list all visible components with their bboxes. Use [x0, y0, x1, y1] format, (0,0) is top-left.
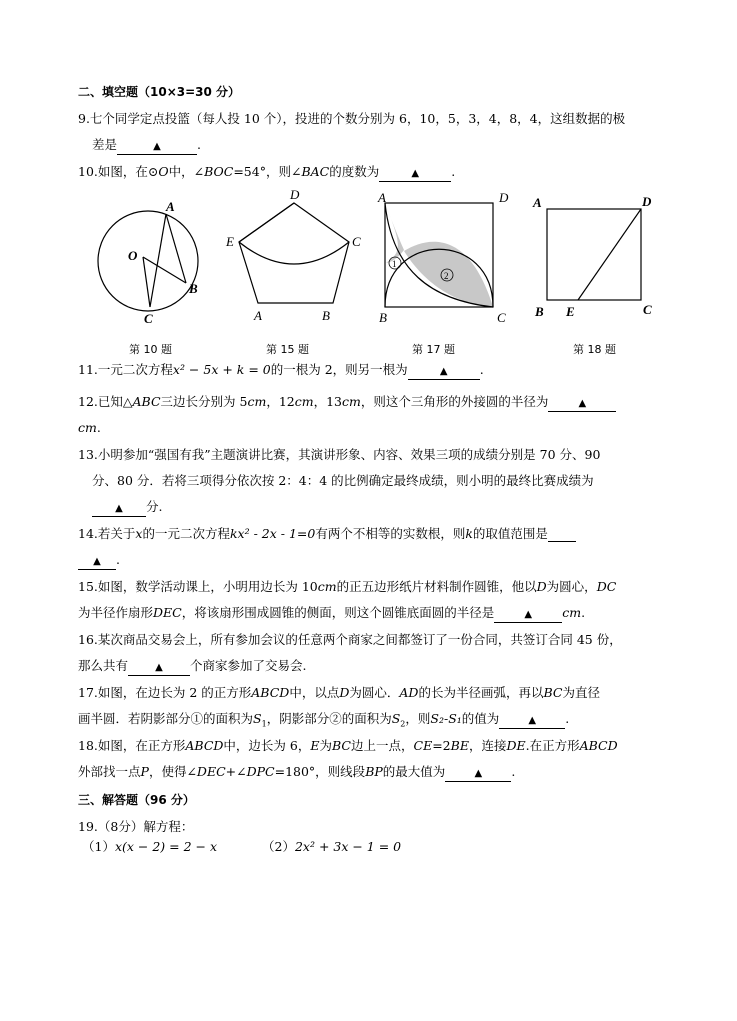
q12-text: ，则这个三角形的外接圆的半径为 [360, 394, 549, 409]
caption-fig10: 第 10 题 [129, 343, 172, 356]
fig18-label-d: D [642, 194, 652, 209]
q17-text: 的长为半径画弧，再以 [418, 685, 544, 700]
q13-unit: 分. [146, 499, 163, 514]
q12-unit: cm [341, 394, 361, 409]
fig17-label-c: C [497, 310, 506, 325]
q14-answer-blank-start[interactable] [548, 527, 576, 542]
blank-triangle-icon: ▲ [153, 141, 161, 152]
q13-line2: 分、80 分．若将三项得分依次按 2：4：4 的比例确定最终成绩，则小明的最终比赛成绩为 [92, 473, 594, 488]
q11-line [78, 362, 484, 380]
q10-text: =54°，则∠ [233, 164, 302, 179]
q17-text: 画半圆．若阴影部分①的面积为 [78, 711, 254, 726]
q10-var: BAC [301, 164, 330, 179]
blank-triangle-icon: ▲ [411, 168, 420, 179]
q18-text: =180°，则线段 [274, 764, 366, 779]
q18-text: ，连接 [468, 738, 507, 753]
q15-text: 15.如图，数学活动课上，小明用边长为 10 [78, 579, 318, 594]
q19-title: 19.（8分）解方程： [78, 819, 194, 834]
fig17-label-b: B [379, 310, 387, 325]
q18-text: 外部找一点 [78, 764, 141, 779]
q10-text: 的度数为 [329, 164, 380, 179]
q15-line1 [78, 579, 616, 595]
q17-line2: 画半圆．若阴影部分①的面积为$S_1$，阴影部分②的面积为$S_2$，则S₂-S₁的值为 ▲ . [78, 711, 570, 729]
fig17-label-d: D [499, 190, 509, 205]
q18-text: 中，边长为 6， [223, 738, 311, 753]
caption-fig15: 第 15 题 [266, 343, 309, 356]
q18-var: DE [506, 738, 526, 753]
q15-line2 [78, 605, 585, 623]
q11-text: 的一根为 2，则另一根为 [270, 362, 408, 377]
q18-var: BE [450, 738, 469, 753]
q15-var: DC [596, 579, 617, 594]
q13-line1: 13.小明参加“强国有我”主题演讲比赛，其演讲形象、内容、效果三项的成绩分别是 70 分、90 [78, 447, 601, 462]
figure-10 [98, 199, 198, 326]
q14-line1 [78, 526, 576, 542]
q16-text: 那么共有 [78, 658, 129, 673]
q17-text: 中，以点 [289, 685, 340, 700]
q18-text: 为 [319, 738, 332, 753]
q11-answer-blank[interactable] [408, 363, 480, 380]
caption-fig17: 第 17 题 [412, 343, 455, 356]
blank-triangle-icon: ▲ [528, 715, 537, 726]
q12-text: 12.已知△ [78, 394, 133, 409]
q11-end: . [479, 362, 484, 377]
q15-var: DEC [153, 605, 182, 620]
q18-text: +∠ [225, 764, 247, 779]
q12-text: ，13 [313, 394, 342, 409]
q14-text: 有两个不相等的实数根，则 [315, 526, 466, 541]
q18-text: .在正方形 [525, 738, 580, 753]
q18-var: ABCD [185, 738, 224, 753]
q18-var: DEC [196, 764, 226, 779]
q17-text: 为圆心． [349, 685, 400, 700]
q12-text: 三边长分别为 5 [160, 394, 248, 409]
q12-unit: cm [78, 420, 97, 435]
q12-unit: cm [247, 394, 267, 409]
q11-text: 11.一元二次方程 [78, 362, 173, 377]
q18-answer-blank[interactable] [445, 765, 511, 782]
q18-text: =2 [432, 738, 451, 753]
fig15-label-b: B [322, 308, 330, 323]
q19-part2-equation: 2x² + 3x − 1 = 0 [294, 839, 402, 854]
fig17-label-a: A [378, 190, 386, 205]
section-3-title: 三、解答题（96 分） [78, 793, 195, 807]
q17-var: BC [543, 685, 563, 700]
q13-answer-blank[interactable] [92, 500, 146, 517]
q14-answer-blank[interactable] [78, 553, 116, 570]
q15-text: ，将该扇形围成圆锥的侧面，则这个圆锥底面圆的半径是 [181, 605, 495, 620]
q14-text: 的一元二次方程 [142, 526, 230, 541]
q17-var: S [253, 711, 262, 726]
q19-part2 [262, 839, 401, 855]
fig15-label-e: E [226, 234, 234, 249]
q18-line2 [78, 764, 515, 782]
q12-text: ，12 [266, 394, 295, 409]
q12-end: . [96, 420, 101, 435]
q12-line2 [78, 420, 101, 436]
q18-end: . [511, 764, 516, 779]
q15-answer-blank[interactable] [494, 606, 562, 623]
fig10-label-a: A [166, 199, 175, 214]
q18-text: ，使得∠ [148, 764, 197, 779]
fig18-label-a: A [533, 195, 542, 210]
blank-triangle-icon: ▲ [524, 609, 533, 620]
q19-part2-label: （2） [262, 839, 295, 854]
fig18-label-e: E [566, 304, 575, 319]
fig18-label-c: C [643, 302, 652, 317]
q15-end: . [581, 605, 586, 620]
q18-var: BP [365, 764, 383, 779]
q15-unit: cm [317, 579, 337, 594]
figure-15 [225, 187, 361, 323]
q17-end: . [565, 711, 570, 726]
figure-18 [532, 194, 652, 319]
q18-line1 [78, 738, 618, 754]
q17-var: ABCD [251, 685, 290, 700]
fig17-region-1: 1 [392, 259, 397, 269]
q10-var: O [158, 164, 169, 179]
q10-text: 10.如图，在⊙ [78, 164, 159, 179]
q17-var: S [391, 711, 401, 726]
fig17-region-2: 2 [444, 271, 449, 281]
q14-var: k [465, 526, 473, 541]
q18-var: P [140, 764, 149, 779]
q17-text: ，阴影部分②的面积为 [266, 711, 392, 726]
fig15-label-c: C [352, 234, 361, 249]
q17-text: 17.如图，在边长为 2 的正方形 [78, 685, 252, 700]
q14-var: x [135, 526, 143, 541]
q18-var: ABCD [579, 738, 618, 753]
q18-text: 边上一点， [350, 738, 414, 753]
q10-text: 中，∠ [168, 164, 205, 179]
figure-17 [377, 190, 509, 325]
blank-triangle-icon: ▲ [439, 366, 448, 377]
q17-text: ，则 [405, 711, 431, 726]
q14-line2 [78, 552, 120, 570]
q14-equation: kx² - 2x - 1=0 [229, 526, 316, 541]
q15-var: D [536, 579, 547, 594]
blank-triangle-icon: ▲ [93, 556, 101, 567]
q13-line3 [92, 499, 162, 517]
q17-line1 [78, 685, 600, 701]
q15-unit: cm [562, 605, 582, 620]
blank-triangle-icon: ▲ [578, 398, 587, 409]
blank-triangle-icon: ▲ [155, 662, 163, 673]
fig15-label-a: A [254, 308, 262, 323]
q17-var: S₂-S₁ [430, 711, 462, 726]
q18-var: DPC [246, 764, 275, 779]
q10-end: . [451, 164, 456, 179]
q19-part1 [82, 839, 217, 855]
q9-line1: 9.七个同学定点投篮（每人投 10 个），投进的个数分别为 6，10，5，3，4，8，4，这组数据的极 [78, 111, 626, 126]
q14-text: 的取值范围是 [472, 526, 548, 541]
q16-line1: 16.某次商品交易会上，所有参加会议的任意两个商家之间都签订了一份合同，共签订合同 45 份， [78, 632, 622, 647]
q15-text: 为圆心， [546, 579, 597, 594]
q12-line1 [78, 394, 616, 412]
fig18-label-b: B [535, 304, 544, 319]
q18-text: 18.如图，在正方形 [78, 738, 186, 753]
q19-part1-label: （1） [82, 839, 115, 854]
q12-unit: cm [294, 394, 314, 409]
blank-triangle-icon: ▲ [115, 503, 123, 514]
q18-var: BC [332, 738, 351, 753]
fig15-label-d: D [290, 187, 300, 202]
q14-text: 14.若关于 [78, 526, 136, 541]
q17-answer-blank[interactable] [499, 712, 565, 729]
q9-text: 差是 [92, 137, 118, 152]
section-2-title: 二、填空题（10×3=30 分） [78, 85, 241, 99]
fig10-label-b: B [189, 281, 198, 296]
q12-var: ABC [132, 394, 161, 409]
q15-text: 的正五边形纸片材料制作圆锥，他以 [336, 579, 537, 594]
q19-part1-equation: x(x − 2) = 2 − x [114, 839, 218, 854]
q14-end: . [116, 552, 120, 567]
q11-equation: x² − 5x + k = 0 [172, 362, 271, 377]
q16-text: 个商家参加了交易会. [190, 658, 307, 673]
blank-triangle-icon: ▲ [474, 768, 483, 779]
q17-text: 为直径 [562, 685, 600, 700]
q17-text: 的值为 [461, 711, 500, 726]
q16-answer-blank[interactable] [128, 659, 190, 676]
q17-var: D [339, 685, 350, 700]
fig10-label-o: O [128, 248, 138, 263]
q18-var: E [310, 738, 320, 753]
q17-var: AD [399, 685, 419, 700]
q9-end: . [197, 137, 201, 152]
q18-text: 的最大值为 [382, 764, 446, 779]
q18-var: CE [413, 738, 433, 753]
fig10-label-c: C [144, 311, 153, 326]
q10-var: BOC [204, 164, 234, 179]
caption-fig18: 第 18 题 [573, 343, 616, 356]
q15-text: 为半径作扇形 [78, 605, 154, 620]
q12-answer-blank[interactable] [548, 395, 616, 412]
q16-line2 [78, 658, 307, 676]
